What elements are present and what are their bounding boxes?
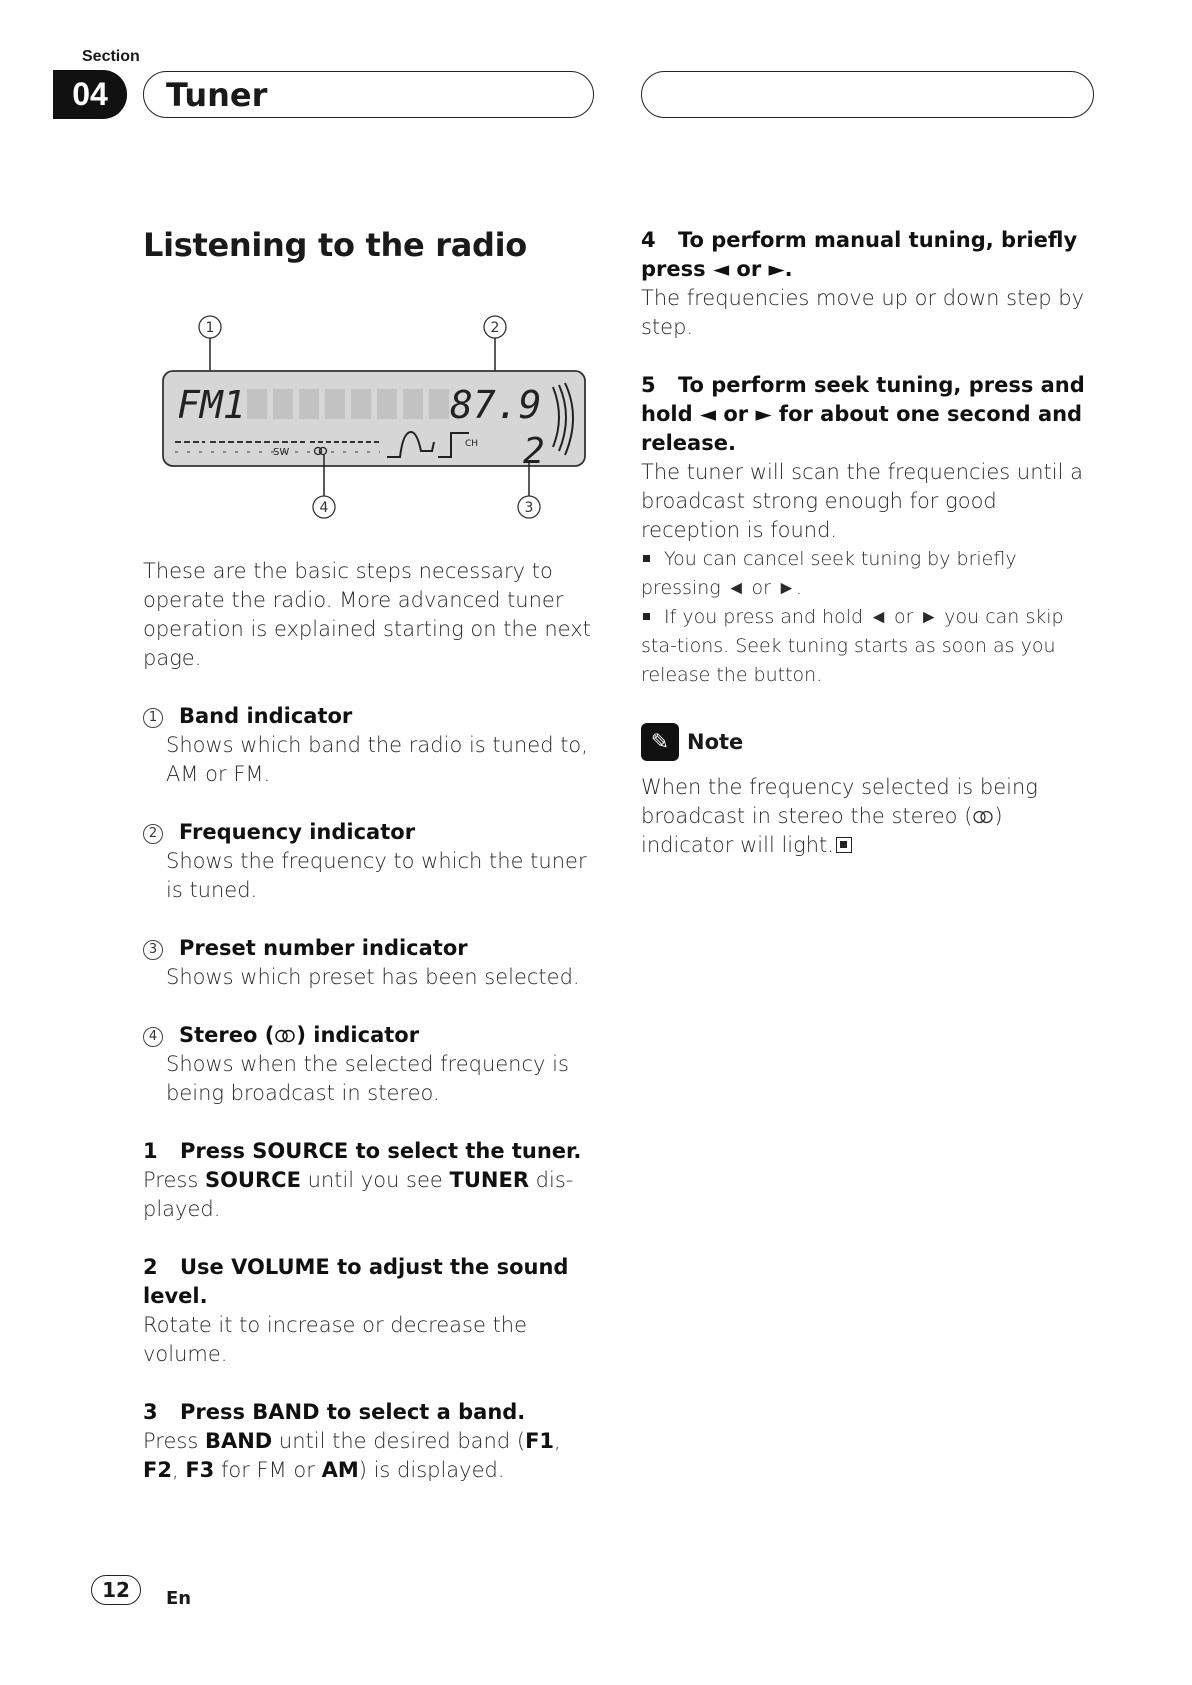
svg-text:2: 2 <box>490 320 500 336</box>
note-header <box>641 723 1101 761</box>
stereo-icon <box>274 1029 296 1043</box>
left-column-text <box>143 557 603 1485</box>
step-1-title: 1 Press SOURCE to select the tuner. <box>143 1139 582 1163</box>
bullet-square-icon <box>643 555 650 562</box>
step-4-title: 4 To perform manual tuning, briefly press ◄ or ►. <box>641 228 1078 281</box>
indicator-1-desc: Shows which band the radio is tuned to, AM or FM. <box>166 733 588 786</box>
ch-label: CH <box>465 439 479 449</box>
page-number: 12 <box>91 1575 141 1605</box>
step-5-bullet-2: If you press and hold ◄ or ► you can skip sta-tions. Seek tuning starts as soon as you release the button. <box>641 606 1064 686</box>
end-of-section-icon <box>836 837 852 853</box>
note-title: Note <box>687 730 744 754</box>
indicator-2-title: 2 Frequency indicator <box>143 818 603 847</box>
svg-text:1: 1 <box>205 320 215 336</box>
language-label: En <box>166 1588 192 1609</box>
step-2-title: 2 Use VOLUME to adjust the sound level. <box>143 1255 569 1308</box>
frequency-display: 87.9 <box>450 383 542 427</box>
indicator-1-title: 1 Band indicator <box>143 702 603 731</box>
band-display: FM1 <box>177 383 246 427</box>
indicator-2-desc: Shows the frequency to which the tuner is tuned. <box>166 849 587 902</box>
note-pencil-icon: ✎ <box>641 723 679 761</box>
preset-display: 2 <box>523 431 545 472</box>
step-3-body: Press BAND until the desired band (F1, F2, F3 for FM or AM) is displayed. <box>143 1429 561 1482</box>
section-label: Section <box>82 48 140 65</box>
svg-text:4: 4 <box>319 500 329 516</box>
step-5-body: The tuner will scan the frequencies until a broadcast strong enough for good reception is found. <box>641 460 1083 542</box>
indicator-4-desc: Shows when the selected frequency is being broadcast in stereo. <box>166 1052 569 1105</box>
indicator-3-title: 3 Preset number indicator <box>143 934 603 963</box>
right-column <box>641 226 1101 860</box>
section-title: Tuner <box>166 75 268 114</box>
sw-label: SW <box>273 447 290 458</box>
section-number: 04 <box>53 70 127 119</box>
empty-header-pill <box>641 71 1094 118</box>
indicator-3-desc: Shows which preset has been selected. <box>166 965 580 989</box>
left-column <box>143 226 603 264</box>
step-3-title: 3 Press BAND to select a band. <box>143 1400 526 1424</box>
indicator-4-title: 4 Stereo ( ) indicator <box>143 1021 603 1050</box>
intro-paragraph: These are the basic steps necessary to operate the radio. More advanced tuner operation is explained starting on the next page. <box>143 559 591 670</box>
step-4-body: The frequencies move up or down step by step. <box>641 286 1084 339</box>
stereo-icon <box>972 810 994 824</box>
callout-2 <box>484 316 506 377</box>
svg-text:3: 3 <box>524 500 534 516</box>
step-5-bullet-1: You can cancel seek tuning by briefly pressing ◄ or ►. <box>641 548 1017 599</box>
bullet-square-icon <box>643 613 650 620</box>
section-title-pill <box>143 71 594 118</box>
radio-display-diagram <box>155 305 590 525</box>
page-heading: Listening to the radio <box>143 226 527 264</box>
note-body: When the frequency selected is being broadcast in stereo the stereo ( ) indicator will light. <box>641 775 1038 857</box>
step-2-body: Rotate it to increase or decrease the volume. <box>143 1313 528 1366</box>
step-5-title: 5 To perform seek tuning, press and hold ◄ or ► for about one second and release. <box>641 373 1085 455</box>
step-1-body: Press SOURCE until you see TUNER dis-played. <box>143 1168 574 1221</box>
